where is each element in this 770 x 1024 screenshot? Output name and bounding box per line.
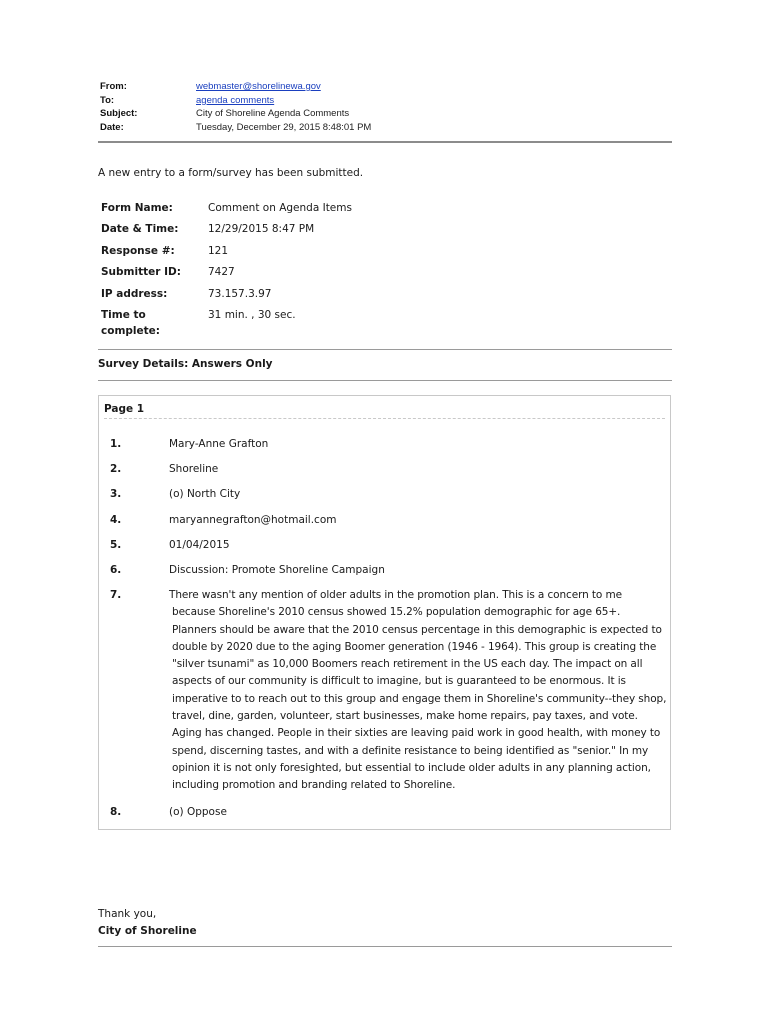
survey-details-title: Survey Details: Answers Only [98, 358, 273, 370]
subject-value: City of Shoreline Agenda Comments [196, 108, 350, 119]
form-info-row [101, 307, 352, 337]
subject-label: Subject: [100, 108, 138, 119]
email-header [100, 80, 674, 134]
date-label: Date: [100, 121, 124, 133]
form-info-value: Comment on Agenda Items [208, 202, 352, 214]
form-info-label: Time to complete: [101, 308, 160, 337]
answer-text: 01/04/2015 [169, 539, 230, 551]
answer-number: 3. [110, 488, 122, 500]
answer-text: (o) North City [169, 488, 241, 500]
answer-number: 2. [110, 463, 122, 475]
answer-number: 4. [110, 514, 122, 526]
form-info-value: 73.157.3.97 [208, 287, 272, 300]
form-info-label: Submitter ID: [101, 266, 181, 279]
answer-email: maryannegrafton@hotmail.com [169, 514, 337, 526]
closing-organization: City of Shoreline [98, 925, 197, 937]
subject-row [100, 107, 674, 121]
answer-number: 1. [110, 438, 122, 450]
form-info-label: Form Name: [101, 202, 173, 214]
answer-number: 6. [110, 564, 122, 576]
form-info-row [101, 264, 352, 285]
date-row [100, 121, 674, 135]
form-info-value: 31 min. , 30 sec. [208, 308, 296, 321]
from-address-link[interactable]: webmaster@shorelinewa.gov [196, 81, 321, 92]
answer-text: Discussion: Promote Shoreline Campaign [169, 564, 385, 576]
page-label: Page 1 [104, 403, 145, 415]
form-info-row [101, 200, 352, 221]
survey-bottom-divider [98, 380, 672, 381]
closing [98, 906, 197, 940]
footer-divider [98, 946, 672, 947]
form-info-table [101, 200, 352, 337]
answer-number: 7. [110, 589, 122, 601]
date-value: Tuesday, December 29, 2015 8:48:01 PM [196, 121, 372, 133]
from-row [100, 80, 674, 94]
form-info-value: 7427 [208, 266, 235, 279]
form-info-row [101, 221, 352, 242]
answer-text: Mary-Anne Grafton [169, 438, 269, 450]
to-label: To: [100, 94, 115, 106]
form-info-label: Response #: [101, 244, 175, 257]
form-info-value: 12/29/2015 8:47 PM [208, 223, 315, 236]
answer-text: Shoreline [169, 463, 219, 475]
header-divider [98, 141, 672, 143]
answers-box [98, 395, 671, 830]
form-info-label: Date & Time: [101, 223, 179, 236]
form-info-value: 121 [208, 244, 229, 257]
survey-top-divider [98, 349, 672, 350]
form-info-label: IP address: [101, 287, 168, 300]
answer-comment: There wasn't any mention of older adults in the promotion plan. This is a concern to me because Shoreline's 2010 census showed 15.2% population demographic for age 65+. Planners should be aware that the 2010 census percentage in this demographic is expected to double by 2020 due to the aging Boomer generation (1946 - 1964). This group is creating the "silver tsunami" as 10,000 Boomers reach retirement in the US each day. The impact on all aspects of our community is difficult to imagine, but is guaranteed to be enormous. It is imperative to to reach out to this group and engage them in Shoreline's community--they shop, travel, dine, garden, volunteer, start businesses, make home repairs, pay taxes, and vote. Aging has changed. People in their sixties are leaving paid work in good health, with money to spend, discerning tastes, and with a definite resistance to being identified as "senior." In my opinion it is not only foresighted, but essential to include older adults in any planning action, including promotion and branding related to Shoreline. [169, 589, 667, 792]
from-label: From: [100, 81, 127, 92]
to-address-link[interactable]: agenda comments [196, 94, 275, 106]
to-row [100, 94, 674, 108]
answer-text: (o) Oppose [169, 806, 227, 818]
answer-number: 5. [110, 539, 122, 551]
intro-text: A new entry to a form/survey has been submitted. [98, 167, 364, 179]
form-info-row [101, 286, 352, 307]
form-info-row [101, 243, 352, 264]
closing-thanks: Thank you, [98, 908, 157, 920]
page-divider [104, 418, 665, 419]
answer-number: 8. [110, 806, 122, 818]
